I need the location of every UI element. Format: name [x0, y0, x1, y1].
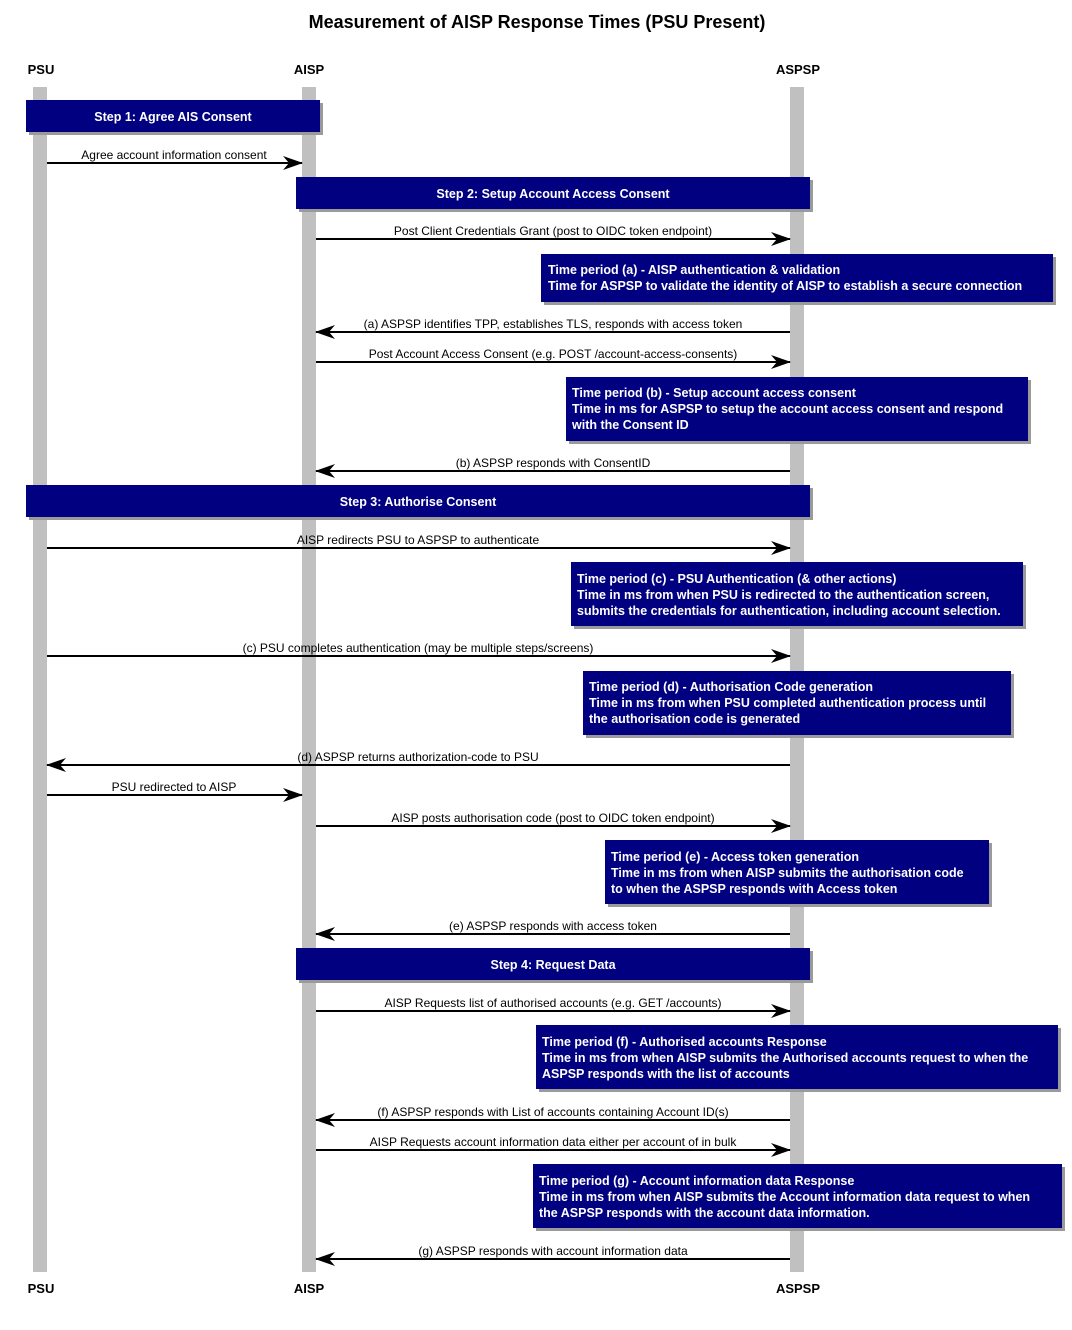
- note-c-heading: Time period (c) - PSU Authentication (& other actions): [577, 572, 897, 586]
- note-e-text-2: to when the ASPSP responds with Access token: [611, 882, 898, 896]
- message-label: (c) PSU completes authentication (may be multiple steps/screens): [242, 641, 594, 655]
- lifeline-aisp: [302, 87, 316, 1272]
- step-2-label: Step 2: Setup Account Access Consent: [436, 187, 670, 201]
- message-label: PSU redirected to AISP: [111, 780, 237, 794]
- participant-aspsp-top: ASPSP: [775, 62, 821, 77]
- participant-aspsp-bottom: ASPSP: [775, 1281, 821, 1296]
- note-c-text-2: submits the credentials for authentication, including account selection.: [577, 604, 1001, 618]
- participant-aisp-bottom: AISP: [293, 1281, 325, 1296]
- message-label: (e) ASPSP responds with access token: [449, 919, 657, 933]
- step-1-label: Step 1: Agree AIS Consent: [94, 110, 252, 124]
- note-b-text-1: Time in ms for ASPSP to setup the account access consent and respond: [572, 402, 1004, 416]
- message-label: (b) ASPSP responds with ConsentID: [455, 456, 651, 470]
- step-4-label: Step 4: Request Data: [490, 958, 616, 972]
- note-a-box: [541, 254, 1053, 302]
- note-d-heading: Time period (d) - Authorisation Code generation: [589, 680, 874, 694]
- note-e-text-1: Time in ms from when AISP submits the authorisation code: [611, 866, 964, 880]
- message-label: AISP Requests account information data either per account of in bulk: [369, 1135, 737, 1149]
- note-a-heading: Time period (a) - AISP authentication & validation: [548, 263, 841, 277]
- lifeline-psu: [33, 87, 47, 1272]
- note-g-text-2: the ASPSP responds with the account data information.: [539, 1206, 870, 1220]
- participant-psu-bottom: PSU: [27, 1281, 55, 1296]
- note-g-heading: Time period (g) - Account information data Response: [539, 1174, 855, 1188]
- diagram-title: Measurement of AISP Response Times (PSU Present): [308, 12, 766, 32]
- message-label: (f) ASPSP responds with List of accounts containing Account ID(s): [377, 1105, 729, 1119]
- message-label: Post Account Access Consent (e.g. POST /account-access-consents): [368, 347, 738, 361]
- note-c-text-1: Time in ms from when PSU is redirected to the authentication screen,: [577, 588, 990, 602]
- note-e-heading: Time period (e) - Access token generation: [611, 850, 859, 864]
- message-label: (g) ASPSP responds with account information data: [418, 1244, 688, 1258]
- note-f-text-2: ASPSP responds with the list of accounts: [542, 1067, 790, 1081]
- message-label: AISP posts authorisation code (post to OIDC token endpoint): [391, 811, 715, 825]
- participant-psu-top: PSU: [27, 62, 55, 77]
- message-label: (d) ASPSP returns authorization-code to PSU: [297, 750, 539, 764]
- note-b-text-2: with the Consent ID: [572, 418, 689, 432]
- message-label: Agree account information consent: [81, 148, 267, 162]
- note-d-text-1: Time in ms from when PSU completed authentication process until: [589, 696, 987, 710]
- note-f-heading: Time period (f) - Authorised accounts Response: [542, 1035, 827, 1049]
- message-label: (a) ASPSP identifies TPP, establishes TLS, responds with access token: [363, 317, 743, 331]
- message-label: AISP Requests list of authorised accounts (e.g. GET /accounts): [384, 996, 722, 1010]
- message-label: AISP redirects PSU to ASPSP to authenticate: [296, 533, 540, 547]
- note-g-text-1: Time in ms from when AISP submits the Account information data request to when: [539, 1190, 1031, 1204]
- note-f-text-1: Time in ms from when AISP submits the Authorised accounts request to when the: [542, 1051, 1029, 1065]
- message-label: Post Client Credentials Grant (post to OIDC token endpoint): [393, 224, 713, 238]
- step-3-label: Step 3: Authorise Consent: [339, 495, 497, 509]
- note-b-heading: Time period (b) - Setup account access consent: [572, 386, 856, 400]
- note-a-text: Time for ASPSP to validate the identity of AISP to establish a secure connection: [548, 279, 1023, 293]
- participant-aisp-top: AISP: [293, 62, 325, 77]
- note-d-text-2: the authorisation code is generated: [589, 712, 801, 726]
